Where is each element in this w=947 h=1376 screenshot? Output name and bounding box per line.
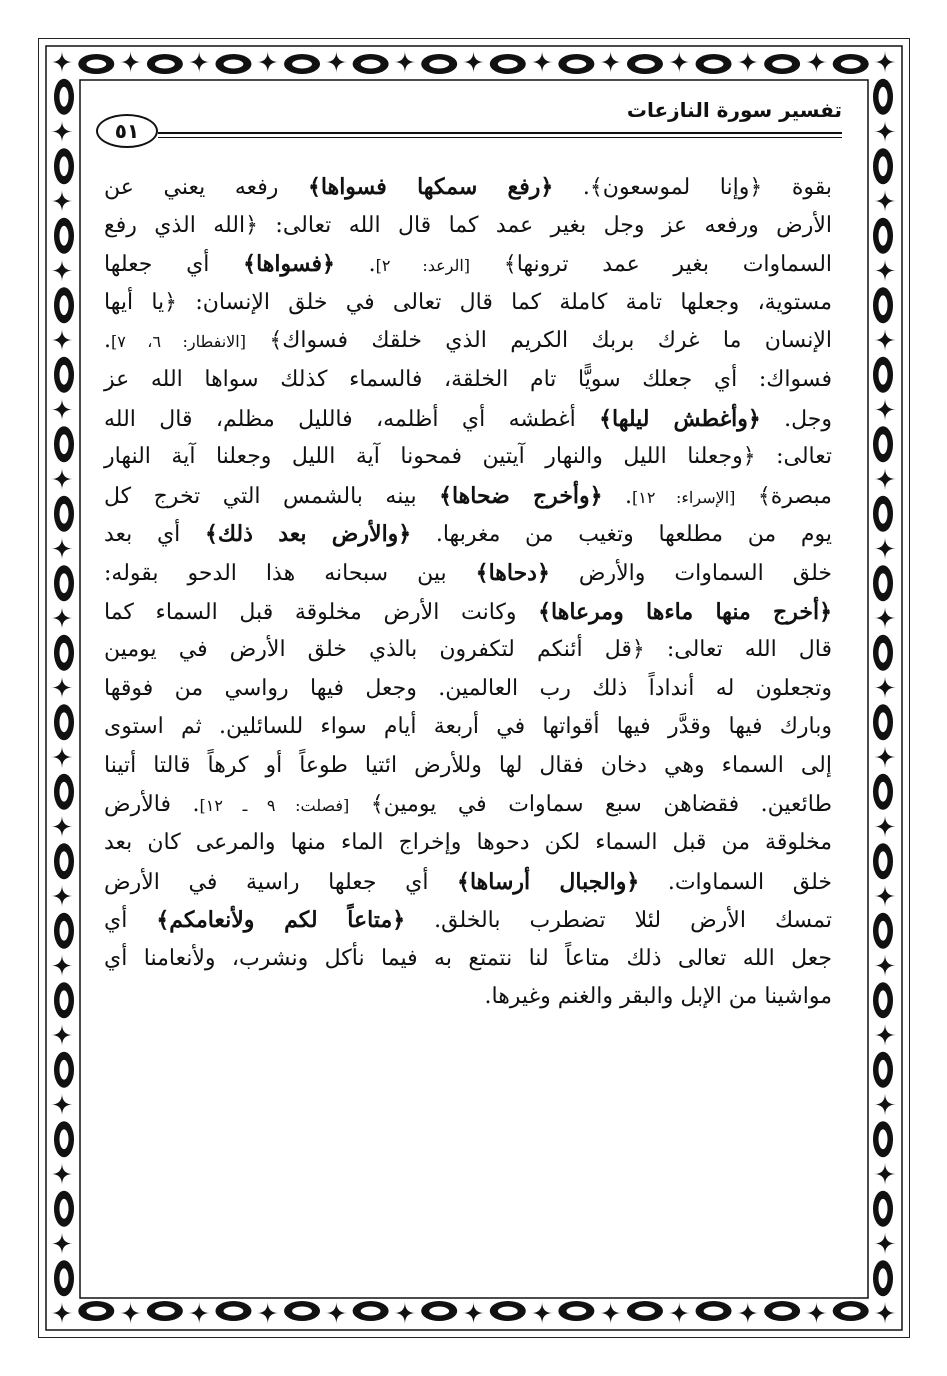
star-ornament bbox=[257, 1302, 279, 1324]
star-ornament bbox=[874, 1302, 896, 1324]
petal-inner bbox=[879, 1199, 888, 1219]
petal-inner bbox=[60, 851, 69, 871]
petal-inner bbox=[566, 1307, 586, 1316]
petal-inner bbox=[879, 1268, 888, 1288]
text-segment: وجل. bbox=[760, 406, 832, 432]
star-ornament bbox=[874, 51, 896, 73]
petal-inner bbox=[60, 87, 69, 107]
star-ornament bbox=[51, 955, 73, 977]
star-ornament bbox=[51, 121, 73, 143]
petal-inner bbox=[879, 921, 888, 941]
text-line bbox=[104, 168, 832, 207]
star-ornament bbox=[668, 1302, 690, 1324]
text-line bbox=[104, 477, 832, 516]
petal-inner bbox=[879, 1129, 888, 1149]
star-ornament bbox=[668, 51, 690, 73]
petal-inner bbox=[772, 1307, 792, 1316]
text-line bbox=[104, 708, 832, 747]
text-line bbox=[104, 824, 832, 863]
petal-inner bbox=[155, 1307, 175, 1316]
text-segment: أي بعد bbox=[104, 522, 205, 548]
star-ornament bbox=[51, 468, 73, 490]
star-ornament bbox=[737, 1302, 759, 1324]
petal-inner bbox=[879, 573, 888, 593]
star-ornament bbox=[51, 329, 73, 351]
text-segment: يوم من مطلعها وتغيب من مغربها. bbox=[411, 522, 832, 548]
petal-inner bbox=[224, 60, 244, 69]
star-ornament bbox=[600, 1302, 622, 1324]
text-line bbox=[104, 515, 832, 554]
text-line bbox=[104, 901, 832, 940]
star-ornament bbox=[51, 190, 73, 212]
star-ornament bbox=[463, 1302, 485, 1324]
star-ornament bbox=[874, 329, 896, 351]
quran-phrase: ﴿أخرج منها ماءها ومرعاها﴾ bbox=[538, 598, 832, 625]
text-segment: مبصرة﴾ bbox=[735, 483, 832, 509]
petal-inner bbox=[879, 643, 888, 663]
star-ornament bbox=[874, 885, 896, 907]
petal-inner bbox=[60, 1268, 69, 1288]
star-ornament bbox=[874, 399, 896, 421]
petal-inner bbox=[566, 60, 586, 69]
text-segment: الأرض ورفعه عز وجل بغير عمد كما قال الله تعالى: ﴿الله الذي رفع bbox=[104, 212, 832, 238]
text-segment: خلق السماوات والأرض bbox=[549, 560, 832, 586]
text-segment: السماوات بغير عمد ترونها﴾ bbox=[470, 252, 833, 278]
petal-inner bbox=[60, 226, 69, 246]
petal-inner bbox=[60, 295, 69, 315]
text-segment: أغطشه أي أظلمه، فالليل مظلم، قال الله bbox=[104, 406, 600, 432]
text-segment: . bbox=[104, 328, 111, 354]
text-segment: فسواك: أي جعلك سويًّا تام الخلقة، فالسماء كذلك سواها الله عز bbox=[104, 366, 832, 392]
header-rule bbox=[158, 132, 842, 134]
petal-inner bbox=[879, 295, 888, 315]
text-line bbox=[104, 322, 832, 361]
petal-inner bbox=[704, 1307, 724, 1316]
petal-inner bbox=[879, 365, 888, 385]
text-segment: أي جعلها راسية في الأرض bbox=[104, 869, 458, 895]
body-text bbox=[104, 168, 832, 1017]
star-ornament bbox=[188, 1302, 210, 1324]
star-ornament bbox=[325, 1302, 347, 1324]
text-segment: وبارك فيها وقدَّر فيها أقواتها في أربعة أيام سواء للسائلين. ثم استوى bbox=[104, 714, 832, 740]
quran-phrase: ﴿وأغطش ليلها﴾ bbox=[599, 405, 761, 432]
petal-inner bbox=[60, 712, 69, 732]
verse-reference: [الانفطار: ٦، ٧] bbox=[111, 332, 246, 352]
text-segment: . bbox=[334, 252, 376, 278]
text-line bbox=[104, 631, 832, 670]
petal-inner bbox=[704, 60, 724, 69]
quran-phrase: ﴿والأرض بعد ذلك﴾ bbox=[204, 521, 412, 548]
text-segment: بقوة ﴿وإنا لموسعون﴾. bbox=[553, 175, 832, 200]
quran-phrase: ﴿رفع سمكها فسواها﴾ bbox=[308, 174, 554, 200]
star-ornament bbox=[874, 1163, 896, 1185]
petal-inner bbox=[879, 156, 888, 176]
star-ornament bbox=[257, 51, 279, 73]
star-ornament bbox=[120, 1302, 142, 1324]
star-ornament bbox=[51, 260, 73, 282]
text-segment: رفعه يعني عن bbox=[104, 175, 308, 200]
petal-inner bbox=[60, 434, 69, 454]
text-segment: تمسك الأرض لئلا تضطرب بالخلق. bbox=[405, 908, 832, 934]
petal-inner bbox=[498, 1307, 518, 1316]
petal-inner bbox=[635, 1307, 655, 1316]
text-line bbox=[104, 438, 832, 477]
petal-inner bbox=[60, 365, 69, 385]
star-ornament bbox=[874, 1024, 896, 1046]
petal-inner bbox=[841, 60, 861, 69]
petal-inner bbox=[498, 60, 518, 69]
text-line bbox=[104, 978, 832, 1017]
star-ornament bbox=[874, 468, 896, 490]
star-ornament bbox=[394, 51, 416, 73]
quran-phrase: ﴿دحاها﴾ bbox=[475, 559, 550, 586]
text-segment: مخلوقة من قبل السماء لكن دحوها وإخراج الماء منها والمرعى كان بعد bbox=[104, 830, 832, 856]
star-ornament bbox=[874, 190, 896, 212]
text-line bbox=[104, 940, 832, 979]
petal-inner bbox=[841, 1307, 861, 1316]
verse-reference: [فصلت: ٩ ـ ١٢] bbox=[199, 795, 350, 815]
text-line bbox=[104, 245, 832, 284]
petal-inner bbox=[635, 60, 655, 69]
star-ornament bbox=[394, 1302, 416, 1324]
text-segment: جعل الله تعالى ذلك متاعاً لنا نتمتع به فيما نأكل ونشرب، ولأنعامنا أي bbox=[104, 945, 832, 971]
verse-reference: [الرعد: ٢] bbox=[375, 256, 471, 276]
petal-inner bbox=[60, 1060, 69, 1080]
petal-inner bbox=[60, 504, 69, 524]
petal-inner bbox=[879, 504, 888, 524]
petal-inner bbox=[429, 60, 449, 69]
text-segment: مواشينا من الإبل والبقر والغنم وغيرها. bbox=[484, 984, 832, 1010]
text-segment: . bbox=[602, 483, 633, 509]
star-ornament bbox=[463, 51, 485, 73]
petal-inner bbox=[86, 60, 106, 69]
text-segment: خلق السماوات. bbox=[639, 869, 832, 895]
text-line bbox=[104, 284, 832, 323]
star-ornament bbox=[531, 1302, 553, 1324]
petal-inner bbox=[292, 60, 312, 69]
star-ornament bbox=[874, 955, 896, 977]
petal-inner bbox=[60, 156, 69, 176]
star-ornament bbox=[874, 607, 896, 629]
text-segment: أي جعلها bbox=[104, 252, 244, 278]
star-ornament bbox=[874, 816, 896, 838]
text-line bbox=[104, 786, 832, 825]
petal-inner bbox=[155, 60, 175, 69]
text-segment: الإنسان ما غرك بربك الكريم الذي خلقك فسواك﴾ bbox=[246, 328, 832, 354]
star-ornament bbox=[51, 677, 73, 699]
quran-phrase: ﴿متاعاً لكم ولأنعامكم﴾ bbox=[156, 907, 406, 934]
text-line bbox=[104, 361, 832, 400]
text-segment: إلى السماء وهي دخان فقال لها وللأرض ائتيا طوعاً أو كرهاً قالتا أتينا bbox=[104, 752, 832, 778]
star-ornament bbox=[51, 1233, 73, 1255]
petal-inner bbox=[361, 1307, 381, 1316]
text-line bbox=[104, 863, 832, 902]
petal-inner bbox=[60, 921, 69, 941]
text-segment: تعالى: ﴿وجعلنا الليل والنهار آيتين فمحونا آية الليل وجعلنا آية النهار bbox=[104, 444, 832, 470]
petal-inner bbox=[224, 1307, 244, 1316]
verse-reference: [الإسراء: ١٢] bbox=[632, 487, 736, 507]
star-ornament bbox=[805, 1302, 827, 1324]
star-ornament bbox=[51, 607, 73, 629]
text-segment: . فالأرض bbox=[104, 791, 200, 817]
text-segment: أي bbox=[104, 908, 157, 934]
star-ornament bbox=[51, 1024, 73, 1046]
star-ornament bbox=[51, 399, 73, 421]
text-segment: بينه بالشمس التي تخرج كل bbox=[104, 483, 440, 509]
petal-inner bbox=[60, 782, 69, 802]
quran-phrase: ﴿فسواها﴾ bbox=[243, 251, 335, 278]
star-ornament bbox=[51, 1302, 73, 1324]
petal-inner bbox=[60, 1129, 69, 1149]
petal-inner bbox=[879, 712, 888, 732]
page-number: ٥١ bbox=[96, 114, 158, 148]
petal-inner bbox=[292, 1307, 312, 1316]
text-line bbox=[104, 747, 832, 786]
quran-phrase: ﴿والجبال أرساها﴾ bbox=[457, 868, 640, 895]
petal-inner bbox=[772, 60, 792, 69]
petal-inner bbox=[879, 1060, 888, 1080]
star-ornament bbox=[874, 538, 896, 560]
star-ornament bbox=[874, 121, 896, 143]
star-ornament bbox=[51, 816, 73, 838]
running-title: تفسير سورة النازعات bbox=[626, 98, 842, 122]
text-segment: طائعين. فقضاهن سبع سماوات في يومين﴾ bbox=[349, 791, 832, 817]
star-ornament bbox=[874, 1094, 896, 1116]
star-ornament bbox=[325, 51, 347, 73]
text-segment: مستوية، وجعلها تامة كاملة كما قال تعالى في خلق الإنسان: ﴿يا أيها bbox=[104, 289, 832, 315]
petal-inner bbox=[60, 573, 69, 593]
petal-inner bbox=[60, 990, 69, 1010]
star-ornament bbox=[188, 51, 210, 73]
star-ornament bbox=[874, 677, 896, 699]
petal-inner bbox=[879, 782, 888, 802]
star-ornament bbox=[51, 538, 73, 560]
text-line bbox=[104, 593, 832, 632]
star-ornament bbox=[51, 51, 73, 73]
petal-inner bbox=[361, 60, 381, 69]
header-rule-thin bbox=[158, 137, 842, 138]
petal-inner bbox=[60, 1199, 69, 1219]
star-ornament bbox=[51, 885, 73, 907]
star-ornament bbox=[51, 746, 73, 768]
star-ornament bbox=[51, 1163, 73, 1185]
text-segment: وكانت الأرض مخلوقة قبل السماء كما bbox=[104, 599, 539, 625]
star-ornament bbox=[874, 746, 896, 768]
star-ornament bbox=[600, 51, 622, 73]
petal-inner bbox=[879, 851, 888, 871]
petal-inner bbox=[879, 226, 888, 246]
petal-inner bbox=[60, 643, 69, 663]
petal-inner bbox=[879, 990, 888, 1010]
star-ornament bbox=[531, 51, 553, 73]
star-ornament bbox=[805, 51, 827, 73]
page-header bbox=[96, 92, 842, 152]
petal-inner bbox=[86, 1307, 106, 1316]
text-line bbox=[104, 670, 832, 709]
text-line bbox=[104, 554, 832, 593]
text-line bbox=[104, 207, 832, 246]
petal-inner bbox=[879, 87, 888, 107]
quran-phrase: ﴿وأخرج ضحاها﴾ bbox=[439, 482, 603, 509]
star-ornament bbox=[51, 1094, 73, 1116]
star-ornament bbox=[874, 260, 896, 282]
star-ornament bbox=[737, 51, 759, 73]
petal-inner bbox=[879, 434, 888, 454]
star-ornament bbox=[120, 51, 142, 73]
text-line bbox=[104, 400, 832, 439]
star-ornament bbox=[874, 1233, 896, 1255]
text-segment: وتجعلون له أنداداً ذلك رب العالمين. وجعل فيها رواسي من فوقها bbox=[104, 675, 832, 701]
text-segment: بين سبحانه هذا الدحو بقوله: bbox=[104, 560, 476, 586]
text-segment: قال الله تعالى: ﴿قل أئنكم لتكفرون بالذي خلق الأرض في يومين bbox=[104, 637, 832, 663]
petal-inner bbox=[429, 1307, 449, 1316]
